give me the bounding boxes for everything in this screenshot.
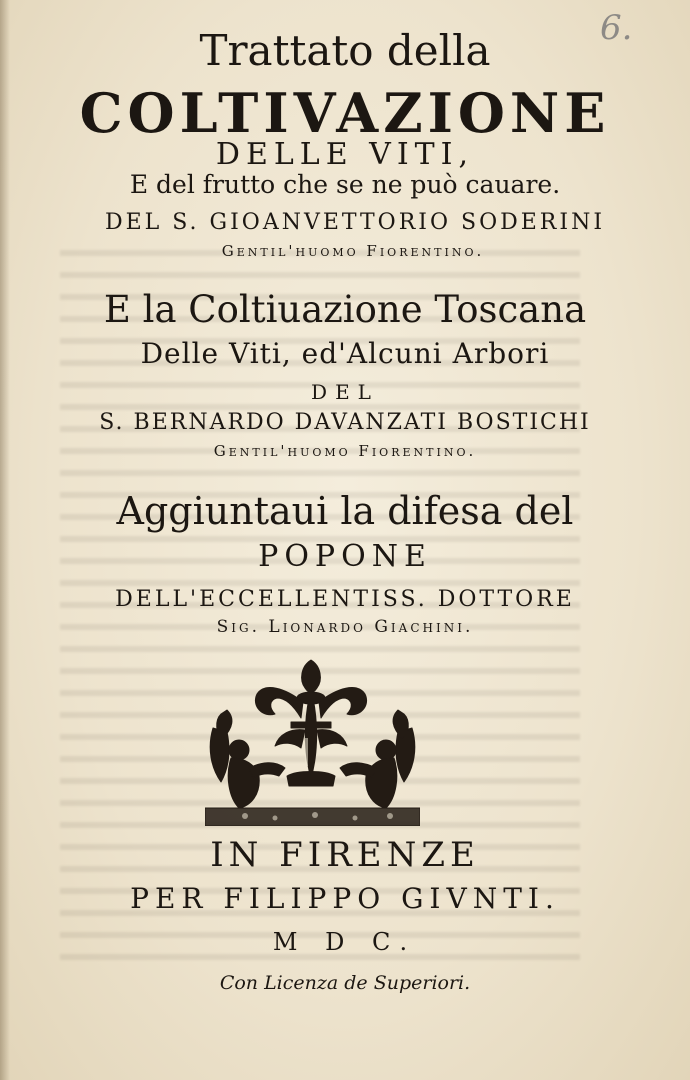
shelfmark-annotation: 6. bbox=[600, 8, 633, 48]
title-coltiuazione-toscana: E la Coltiuazione Toscana bbox=[103, 288, 587, 331]
author-soderini-title: Gentil'huomo Fiorentino. bbox=[221, 242, 485, 260]
title-line-coltivazione: COLTIVAZIONE bbox=[79, 81, 611, 145]
byline-del: DEL bbox=[311, 380, 379, 404]
author-davanzati: S. BERNARDO DAVANZATI BOSTICHI bbox=[99, 410, 591, 435]
license-note: Con Licenza de Superiori. bbox=[219, 972, 471, 994]
imprint-printer: PER FILIPPO GIVNTI. bbox=[130, 882, 560, 915]
title-popone: POPONE bbox=[258, 539, 432, 574]
title-line-trattato: Trattato della bbox=[199, 26, 491, 75]
author-soderini: DEL S. GIOANVETTORIO SODERINI bbox=[104, 210, 606, 235]
author-giachini: Sig. Lionardo Giachini. bbox=[216, 617, 474, 637]
imprint-city: IN FIRENZE bbox=[210, 835, 480, 875]
imprint-year: M D C. bbox=[272, 928, 418, 956]
author-davanzati-title: Gentil'huomo Fiorentino. bbox=[213, 442, 477, 460]
title-aggiuntaui: Aggiuntaui la difesa del bbox=[116, 489, 574, 533]
subtitle-frutto: E del frutto che se ne può cauare. bbox=[129, 170, 561, 199]
author-eccellentiss: DELL'ECCELLENTISS. DOTTORE bbox=[115, 587, 575, 612]
title-line-delle-viti: DELLE VITI, bbox=[215, 137, 475, 172]
subtitle-viti-arbori: Delle Viti, ed'Alcuni Arbori bbox=[140, 337, 550, 370]
giunti-lily-printer-device-icon bbox=[205, 658, 420, 826]
